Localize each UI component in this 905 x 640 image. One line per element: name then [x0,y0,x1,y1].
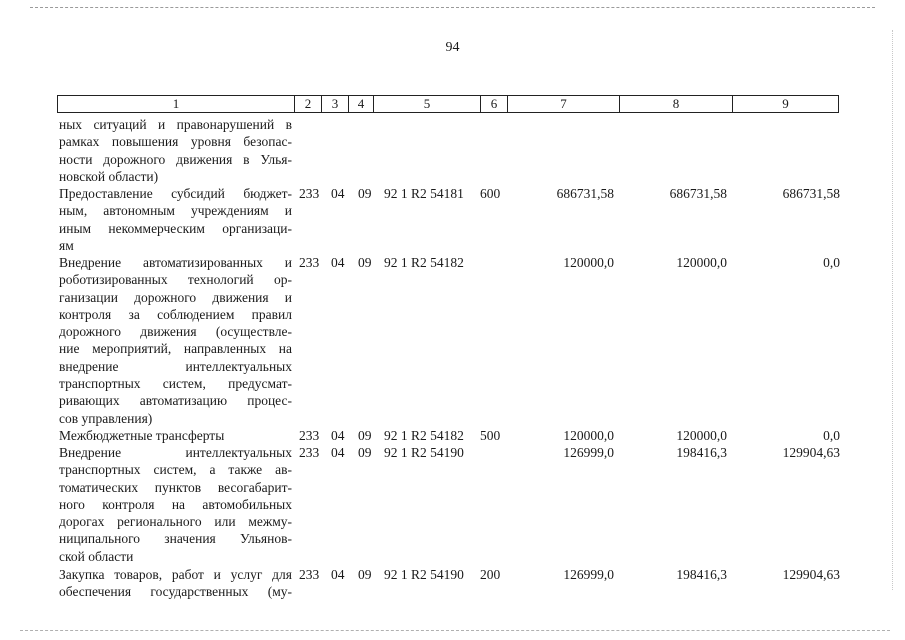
cell-ministry: 233 [299,428,320,443]
header-col-9: 9 [782,96,789,111]
header-col-2: 2 [295,96,322,112]
cell-amount-7: 120000,0 [563,255,614,270]
cell-section: 04 [331,428,345,443]
cell-amount-9: 0,0 [823,255,840,270]
description-line: Внедрение интеллектуальных [59,445,292,460]
cell-amount-7: 686731,58 [556,186,614,201]
description-line: ного контроля на автомобильных [59,496,292,512]
description-line: контроля за соблюдением правил [59,306,292,322]
cell-target-article: 92 1 R2 54181 [384,186,464,201]
description-line: ривающих автоматизацию процес- [59,393,292,409]
description-line: ниципального значения Ульянов- [59,531,292,547]
table-row-description [59,254,292,427]
description-line: ных ситуаций и правонарушений в [59,117,292,132]
cell-amount-9: 129904,63 [782,445,840,460]
cell-section: 04 [331,255,345,270]
description-line: Предоставление субсидий бюджет- [59,186,292,201]
cell-expense-type: 500 [480,428,501,443]
cell-amount-8: 198416,3 [676,567,727,582]
cell-target-article: 92 1 R2 54190 [384,567,464,582]
cell-amount-9: 129904,63 [782,567,840,582]
description-line: внедрение интеллектуальных [59,358,292,374]
cell-ministry: 233 [299,186,320,201]
description-line: роботизированных технологий ор- [59,272,292,288]
table-row-description [59,444,292,565]
table-row-description [59,185,292,254]
cell-amount-8: 686731,58 [669,186,727,201]
cell-amount-7: 120000,0 [563,428,614,443]
cell-subsection: 09 [358,428,372,443]
description-line: Межбюджетные трансферты [59,428,225,443]
description-line: ганизации дорожного движения и [59,289,292,305]
cell-ministry: 233 [299,445,320,460]
cell-amount-8: 120000,0 [676,255,727,270]
cell-subsection: 09 [358,445,372,460]
description-line: Закупка товаров, работ и услуг для [59,567,292,582]
description-line: дорогах регионального или межму- [59,514,292,530]
cell-amount-8: 120000,0 [676,428,727,443]
description-line: транспортных систем, а также ав- [59,462,292,478]
description-line: транспортных систем, предусмат- [59,376,292,392]
header-col-5: 5 [374,96,481,112]
table-row-description [59,566,292,601]
header-col-4: 4 [349,96,374,112]
scan-edge-top [30,7,875,8]
cell-amount-8: 198416,3 [676,445,727,460]
scan-edge-bottom [20,630,890,631]
description-line: обеспечения государственных (му- [59,584,292,600]
table-row-description [59,427,292,444]
cell-section: 04 [331,445,345,460]
cell-amount-9: 0,0 [823,428,840,443]
description-line: рамках повышения уровня безопас- [59,134,292,150]
header-col-3: 3 [322,96,349,112]
description-line: дорожного движения (осуществле- [59,324,292,340]
table-row-description [59,116,292,185]
cell-target-article: 92 1 R2 54182 [384,428,464,443]
cell-subsection: 09 [358,186,372,201]
header-col-6: 6 [481,96,508,112]
page-number: 94 [445,40,460,55]
cell-target-article: 92 1 R2 54182 [384,255,464,270]
description-line: иным некоммерческим организаци- [59,220,292,236]
cell-subsection: 09 [358,567,372,582]
cell-ministry: 233 [299,567,320,582]
cell-target-article: 92 1 R2 54190 [384,445,464,460]
cell-amount-7: 126999,0 [563,445,614,460]
description-line: томатических пунктов весогабарит- [59,479,292,495]
description-line: сов управления) [59,410,153,426]
description-line: ние мероприятий, направленных на [59,341,292,357]
cell-ministry: 233 [299,255,320,270]
cell-amount-9: 686731,58 [782,186,840,201]
description-line: новской области) [59,168,159,184]
header-col-1: 1 [58,96,295,112]
scan-edge-right [892,30,893,590]
description-line: ской области [59,548,134,564]
cell-expense-type: 200 [480,567,501,582]
description-line: ности дорожного движения в Улья- [59,151,292,167]
header-col-8: 8 [620,96,733,112]
header-col-7: 7 [508,96,620,112]
description-line: ям [59,237,74,253]
description-line: Внедрение автоматизированных и [59,255,292,270]
cell-expense-type: 600 [480,186,501,201]
cell-section: 04 [331,567,345,582]
cell-subsection: 09 [358,255,372,270]
table-header-row [57,95,839,113]
description-line: ным, автономным учреждениям и [59,203,292,219]
cell-amount-7: 126999,0 [563,567,614,582]
cell-section: 04 [331,186,345,201]
